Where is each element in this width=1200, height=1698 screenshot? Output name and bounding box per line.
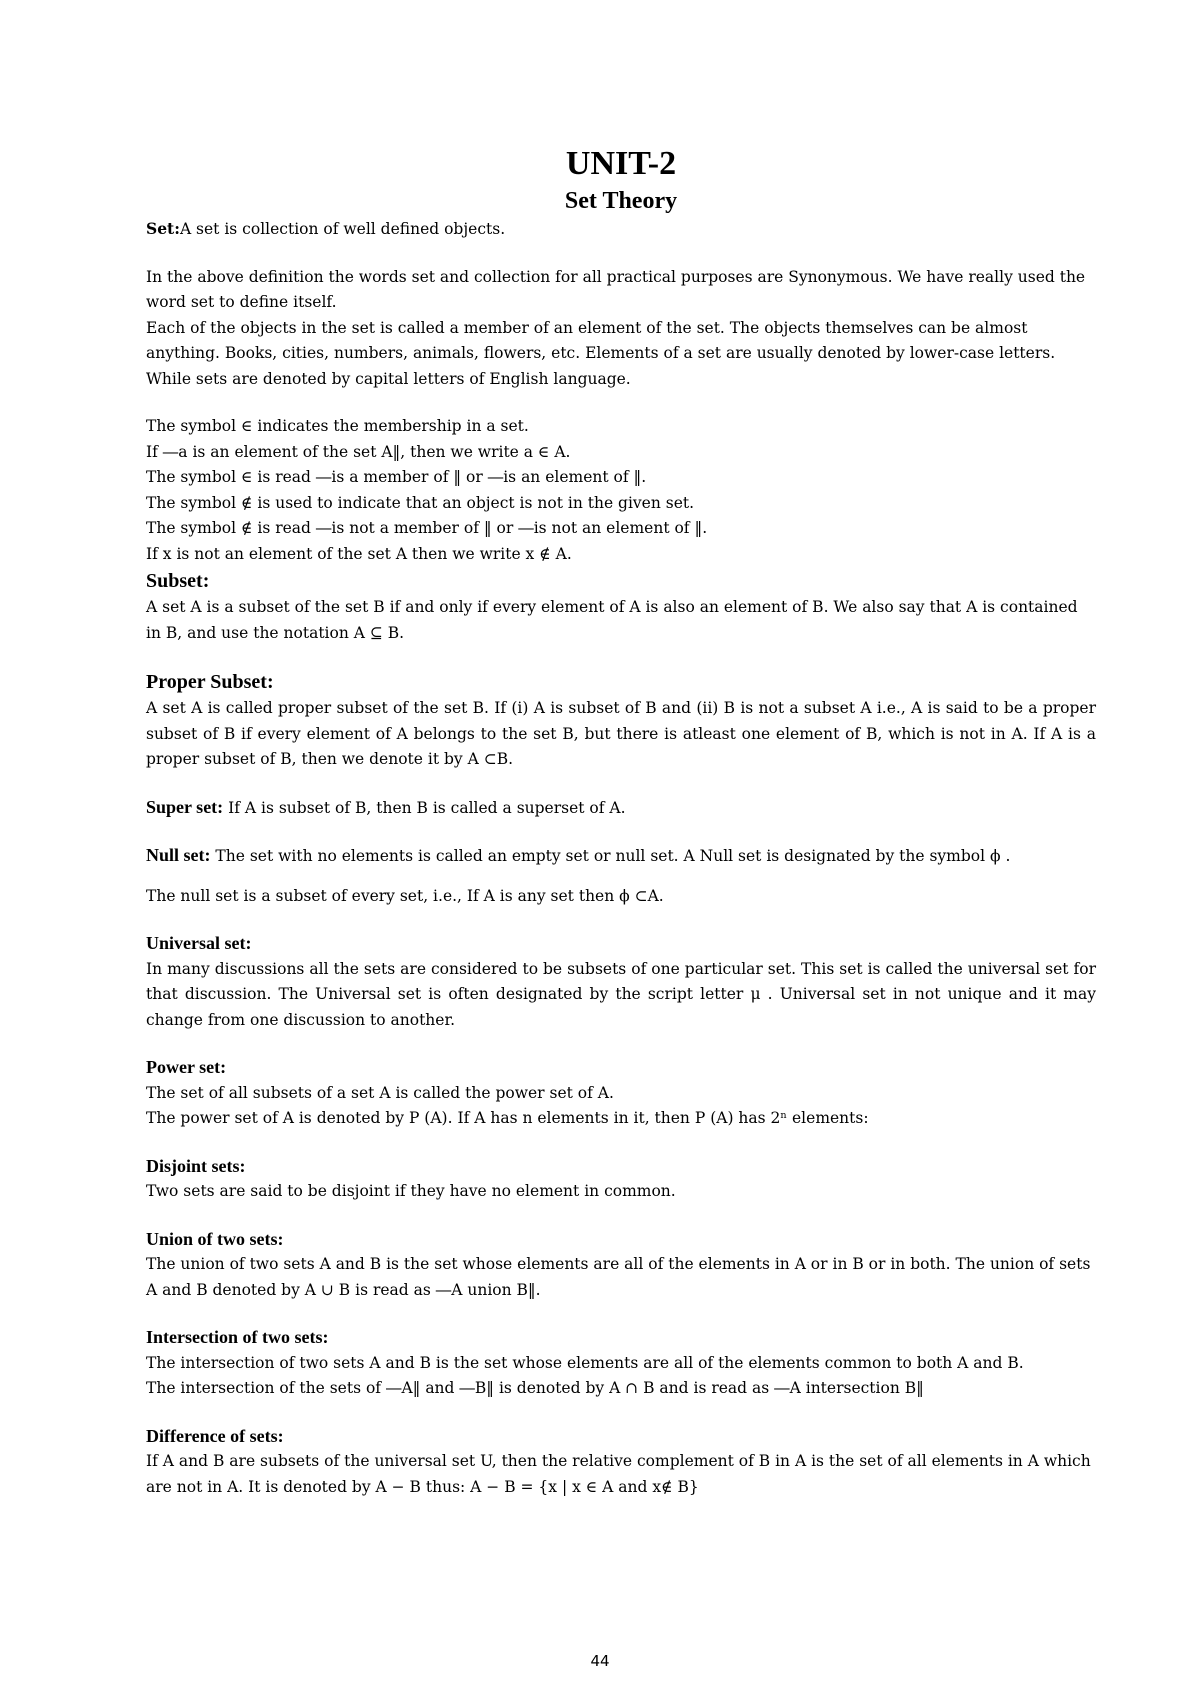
null-set-label: Null set: <box>146 845 211 865</box>
symbol-line: The symbol ∉ is read ―is not a member of ‖ or ―is not an element of ‖. <box>146 519 708 537</box>
power-set-line-1: The set of all subsets of a set A is called the power set of A. <box>146 1083 614 1102</box>
symbol-line: If ―a is an element of the set A‖, then we write a ∈ A. <box>146 442 571 461</box>
disjoint-sets-text: Two sets are said to be disjoint if they have no element in common. <box>146 1182 676 1200</box>
power-set-heading: Power set: <box>146 1057 227 1077</box>
universal-set-heading: Universal set: <box>146 933 252 953</box>
universal-set-text: In many discussions all the sets are considered to be subsets of one particular set. This set is called the universal set for that discussion. The Universal set is often designated by the script letter μ . Universal set in not unique and it may change from one discussion to another. <box>146 959 1096 1029</box>
set-definition: Set:A set is collection of well defined objects. <box>146 219 506 238</box>
super-set-definition: Super set: If A is subset of B, then B is called a superset of A. <box>146 796 626 817</box>
difference-heading: Difference of sets: <box>146 1425 284 1446</box>
proper-subset-heading: Proper Subset: <box>146 671 274 693</box>
set-label: Set: <box>146 219 180 238</box>
page-number: 44 <box>590 1652 610 1670</box>
symbol-line: The symbol ∈ is read ―is a member of ‖ or ―is an element of ‖. <box>146 468 647 486</box>
symbol-line: The symbol ∉ is used to indicate that an object is not in the given set. <box>146 493 695 512</box>
symbol-line: If x is not an element of the set A then we write x ∉ A. <box>146 544 572 563</box>
union-text: The union of two sets A and B is the set whose elements are all of the elements in A or in B or in both. The union of sets A and B denoted by A ∪ B is read as ―A union B‖. <box>146 1255 1091 1299</box>
intersection-heading: Intersection of two sets: <box>146 1327 329 1347</box>
difference-text: If A and B are subsets of the universal set U, then the relative complement of B in A is the set of all elements in A which are not in A. It is denoted by A − B thus: A − B = {x | x ∈ A and x∉ B} <box>146 1452 1091 1496</box>
null-set-text-2: The null set is a subset of every set, i.e., If A is any set then ϕ ⊂A. <box>146 886 664 905</box>
power-set-line-2: The power set of A is denoted by P (A). If A has n elements in it, then P (A) has 2ⁿ elements: <box>146 1109 869 1127</box>
null-set-definition: Null set: The set with no elements is called an empty set or null set. A Null set is designated by the symbol ϕ . <box>146 845 1011 865</box>
proper-subset-text: A set A is called proper subset of the set B. If (i) A is subset of B and (ii) B is not a subset A i.e., A is said to be a proper subset of B if every element of A belongs to the set B, but there is atleast one element of B, which is not in A. If A is a proper subset of B, then we denote it by A ⊂B. <box>146 699 1096 768</box>
intersection-line-1: The intersection of two sets A and B is the set whose elements are all of the elements common to both A and B. <box>146 1353 1024 1372</box>
symbol-line: The symbol ∈ indicates the membership in a set. <box>146 417 529 435</box>
set-paragraph-2: Each of the objects in the set is called a member of an element of the set. The objects themselves can be almost anything. Books, cities, numbers, animals, flowers, etc. Elements of a set are usually denoted by lower-case letters. While sets are denoted by capital letters of English language. <box>146 318 1056 388</box>
chapter-title: Set Theory <box>564 188 678 214</box>
union-heading: Union of two sets: <box>146 1228 284 1249</box>
disjoint-sets-heading: Disjoint sets: <box>146 1155 246 1176</box>
subset-text: A set A is a subset of the set B if and only if every element of A is also an element of B. We also say that A is contained in B, and use the notation A ⊆ B. <box>146 598 1078 642</box>
document-body <box>146 216 1096 1500</box>
unit-title: UNIT-2 <box>565 145 677 182</box>
subset-heading: Subset: <box>146 570 210 592</box>
super-set-label: Super set: <box>146 796 224 817</box>
intersection-line-2: The intersection of the sets of ―A‖ and ―B‖ is denoted by A ∩ B and is read as ―A intersection B‖ <box>146 1379 924 1397</box>
set-paragraph-1: In the above definition the words set and collection for all practical purposes are Synonymous. We have really used the word set to define itself. <box>146 267 1086 311</box>
